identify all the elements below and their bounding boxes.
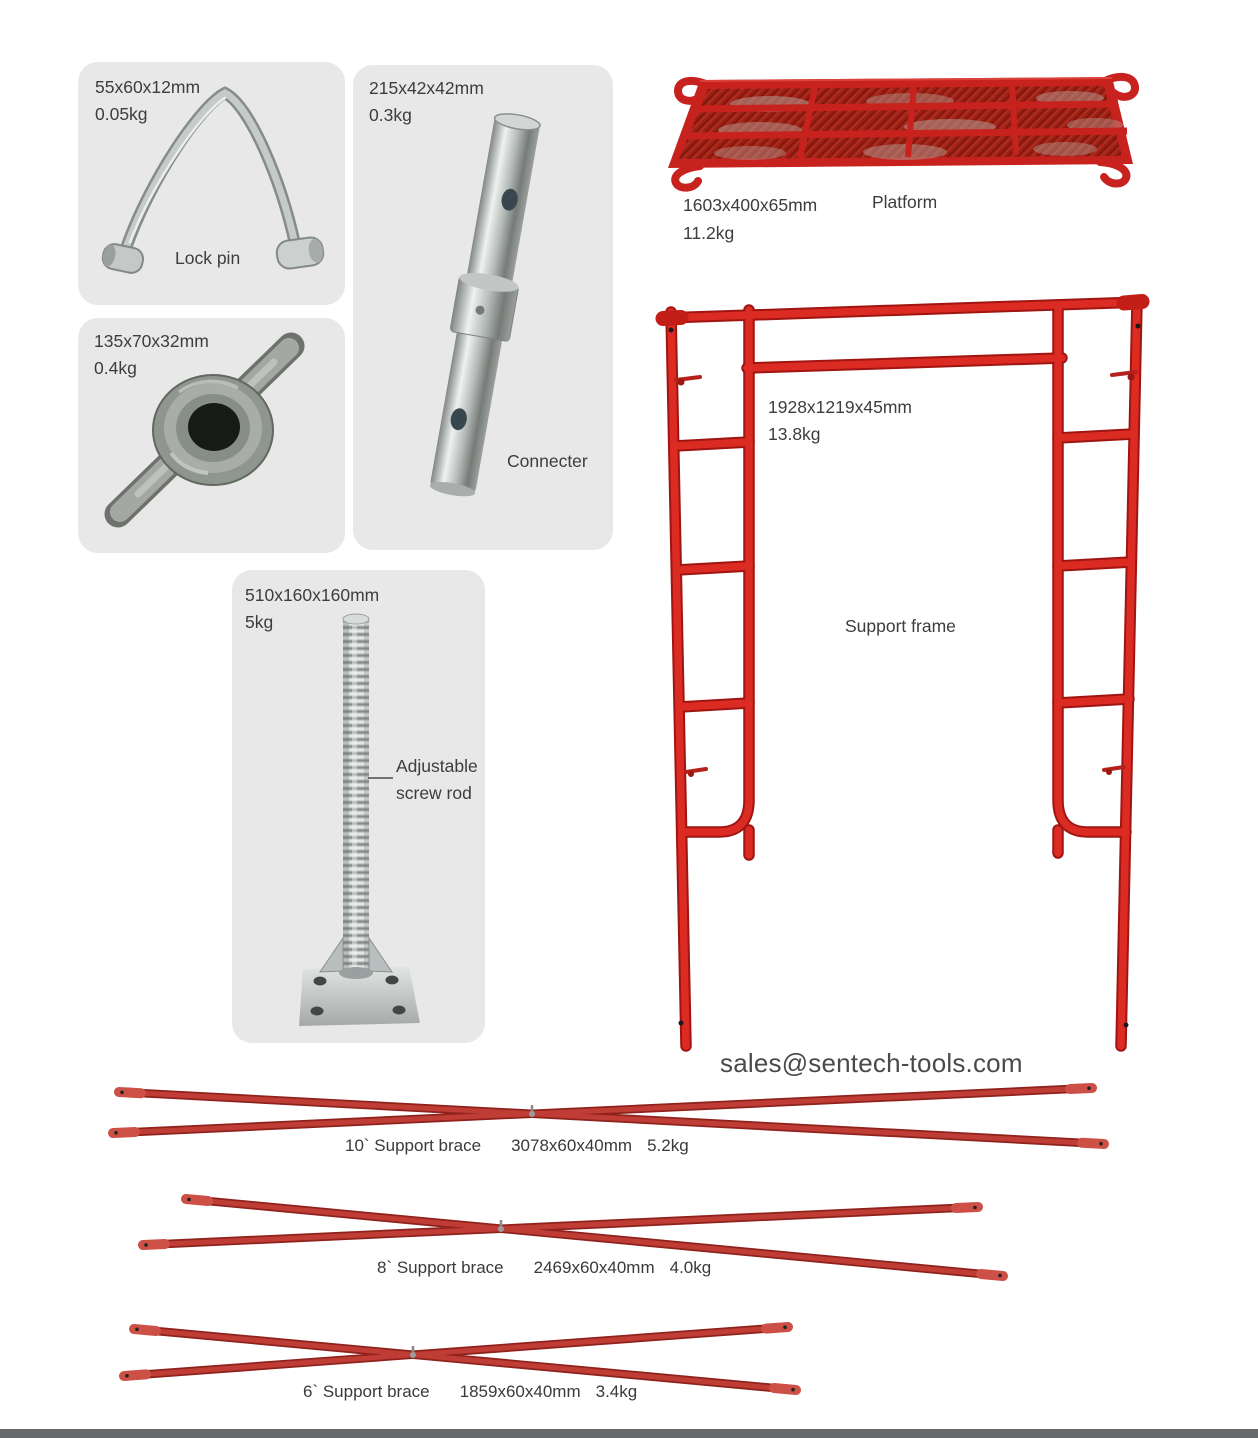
brace-6-name: 6` Support brace	[303, 1382, 430, 1401]
brace-8-dims: 2469x60x40mm	[533, 1258, 655, 1277]
platform-image	[650, 68, 1170, 193]
connecter-weight: 0.3kg	[369, 105, 412, 125]
support-frame-dims: 1928x1219x45mm	[768, 397, 912, 417]
support-frame-label: Support frame	[845, 616, 956, 636]
screw-rod-card	[232, 570, 485, 1043]
brace-8-label-row	[377, 1258, 711, 1278]
brace-8-weight: 4.0kg	[669, 1258, 712, 1277]
lock-pin-dims: 55x60x12mm	[95, 77, 201, 97]
screw-rod-dims: 510x160x160mm	[245, 585, 380, 605]
footer-bar	[0, 1429, 1258, 1438]
screw-rod-callout-line1: Adjustable	[396, 756, 478, 776]
connecter-image	[353, 65, 613, 550]
brace-6-weight: 3.4kg	[595, 1382, 638, 1401]
support-frame-weight: 13.8kg	[768, 424, 821, 444]
platform-label: Platform	[872, 192, 938, 212]
jack-nut-dims: 135x70x32mm	[94, 331, 209, 351]
contact-email: sales@sentech-tools.com	[720, 1048, 1023, 1078]
platform-dims: 1603x400x65mm	[683, 195, 818, 215]
jack-nut-image	[78, 318, 345, 553]
support-frame-specs	[768, 394, 912, 448]
brace-6-label-row	[303, 1382, 637, 1402]
screw-rod-callout-line2: screw rod	[396, 783, 472, 803]
brace-10-dims: 3078x60x40mm	[511, 1136, 633, 1155]
connecter-dims: 215x42x42mm	[369, 78, 484, 98]
platform-weight: 11.2kg	[683, 222, 735, 243]
platform-specs	[683, 192, 817, 247]
brace-8-name: 8` Support brace	[377, 1258, 504, 1277]
brace-10-weight: 5.2kg	[647, 1136, 689, 1155]
jack-nut-weight: 0.4kg	[94, 358, 137, 378]
brace-10-label-row	[345, 1136, 689, 1156]
brace-6-dims: 1859x60x40mm	[459, 1382, 581, 1401]
lock-pin-card	[78, 62, 345, 305]
connecter-card	[353, 65, 613, 550]
screw-rod-weight: 5kg	[245, 612, 274, 632]
screw-rod-callout	[396, 753, 478, 807]
lock-pin-weight: 0.05kg	[95, 104, 148, 124]
jack-nut-card	[78, 318, 345, 553]
connecter-label: Connecter	[507, 451, 588, 471]
lock-pin-label: Lock pin	[175, 248, 241, 268]
brace-10-name: 10` Support brace	[345, 1136, 482, 1155]
